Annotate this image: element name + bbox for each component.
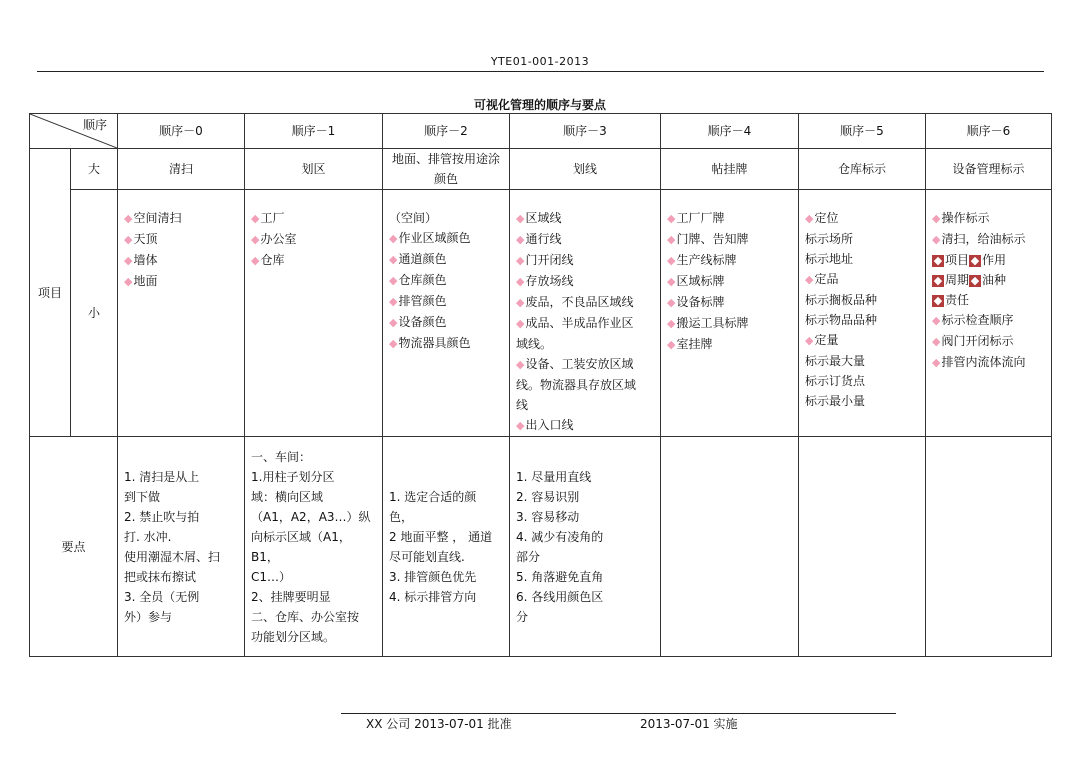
list-item-text: 作用: [982, 253, 1007, 267]
list-item: [389, 270, 509, 291]
list-item: [805, 391, 925, 411]
column-header: 顺序－1: [245, 114, 383, 149]
list-item-text: 天顶: [133, 232, 158, 246]
points-cell: [799, 437, 926, 657]
row-label-big: 大: [71, 149, 118, 190]
list-item-text: 出入口线: [525, 418, 574, 432]
big-category-cell: 仓库标示: [799, 149, 926, 190]
red-diamond-icon: ◆: [933, 294, 943, 307]
list-item-text: 区域线: [525, 211, 562, 225]
pink-diamond-icon: ◆: [932, 233, 941, 246]
list-item: [932, 229, 1051, 250]
list-item: [389, 249, 509, 270]
pink-diamond-icon: ◆: [932, 314, 941, 327]
list-item-text: 标示地址: [805, 252, 854, 266]
pink-diamond-icon: ◆: [516, 275, 525, 288]
list-item-text: 标示检查顺序: [941, 313, 1014, 327]
list-item: [389, 333, 509, 354]
row-label-project: 项目: [30, 149, 71, 437]
red-diamond-icon: ◆: [970, 254, 980, 267]
list-item: [389, 208, 509, 228]
pink-diamond-icon: ◆: [389, 337, 398, 350]
list-item: [516, 250, 660, 271]
pink-diamond-icon: ◆: [667, 275, 676, 288]
list-item: [389, 291, 509, 312]
small-list-cell: [926, 190, 1052, 437]
big-category-cell: 设备管理标示: [926, 149, 1052, 190]
list-item-text: 线: [516, 398, 529, 412]
list-item-text: 清扫，给油标示: [941, 232, 1026, 246]
point-line: 1. 清扫是从上: [124, 469, 200, 484]
red-diamond-icon: ◆: [933, 254, 943, 267]
pink-diamond-icon: ◆: [516, 317, 525, 330]
list-item: [805, 330, 925, 351]
small-list-cell: [510, 190, 661, 437]
column-header: 顺序－2: [383, 114, 510, 149]
list-item: [516, 313, 660, 334]
small-category-row: [30, 190, 1052, 437]
list-item: [805, 371, 925, 391]
pink-diamond-icon: ◆: [516, 296, 525, 309]
point-line: （A1，A2，A3…）纵: [251, 509, 371, 524]
list-item: [516, 415, 660, 436]
list-item: [124, 250, 244, 271]
list-item-text: 域线。: [516, 337, 553, 351]
approval-text: XX 公司 2013-07-01 批准: [366, 717, 512, 731]
row-label-small: 小: [71, 190, 118, 437]
pink-diamond-icon: ◆: [124, 212, 133, 225]
pink-diamond-icon: ◆: [251, 212, 260, 225]
list-item-text: 仓库: [260, 253, 285, 267]
pink-diamond-icon: ◆: [667, 212, 676, 225]
list-item-text: 排管颜色: [398, 294, 447, 308]
points-cell: [118, 437, 245, 657]
list-item: [251, 229, 382, 250]
list-item: [516, 229, 660, 250]
list-item-text: 墙体: [133, 253, 158, 267]
column-header: 顺序－0: [118, 114, 245, 149]
list-item-text: 责任: [945, 293, 970, 307]
pink-diamond-icon: ◆: [389, 295, 398, 308]
pink-diamond-icon: ◆: [124, 254, 133, 267]
point-line: 2、挂牌要明显: [251, 589, 331, 604]
pink-diamond-icon: ◆: [805, 273, 814, 286]
list-item: [516, 208, 660, 229]
pink-diamond-icon: ◆: [932, 335, 941, 348]
pink-diamond-icon: ◆: [667, 233, 676, 246]
header-row: [30, 114, 1052, 149]
list-item: [667, 334, 798, 355]
small-list-cell: [118, 190, 245, 437]
list-item: [124, 208, 244, 229]
pink-diamond-icon: ◆: [516, 254, 525, 267]
list-item: [932, 270, 1051, 290]
point-line: 域：横向区域: [251, 489, 324, 504]
list-item: [932, 352, 1051, 373]
list-item: [932, 331, 1051, 352]
point-line: 打. 水冲.: [124, 529, 172, 544]
red-diamond-icon: ◆: [933, 274, 943, 287]
pink-diamond-icon: ◆: [516, 419, 525, 432]
point-line: 4. 标示排管方向: [389, 589, 477, 604]
list-item-text: 仓库颜色: [398, 273, 447, 287]
points-row: [30, 437, 1052, 657]
big-category-cell: 帖挂牌: [661, 149, 799, 190]
list-item: [805, 269, 925, 290]
list-item-text: 成品、半成品作业区: [525, 316, 634, 330]
list-item: [516, 334, 660, 354]
pink-diamond-icon: ◆: [667, 254, 676, 267]
column-header: 顺序－4: [661, 114, 799, 149]
point-line: 5. 角落避免直角: [516, 569, 604, 584]
point-line: 1. 选定合适的颜: [389, 489, 477, 504]
list-item-text: 阀门开闭标示: [941, 334, 1014, 348]
point-line: 把或抹布擦试: [124, 569, 197, 584]
list-item: [251, 208, 382, 229]
pink-diamond-icon: ◆: [667, 338, 676, 351]
points-cell: [661, 437, 799, 657]
list-item-text: 标示最小量: [805, 394, 866, 408]
pink-diamond-icon: ◆: [667, 317, 676, 330]
pink-diamond-icon: ◆: [251, 233, 260, 246]
page-title: 可视化管理的顺序与要点: [473, 98, 606, 112]
red-diamond-icon: ◆: [970, 274, 980, 287]
list-item: [516, 292, 660, 313]
list-item-text: 标示搁板品种: [805, 293, 878, 307]
list-item: [667, 208, 798, 229]
document-code: YTE01-001-2013: [490, 55, 590, 68]
point-line: 3. 排管颜色优先: [389, 569, 477, 584]
list-item: [667, 250, 798, 271]
list-item-text: 标示场所: [805, 232, 854, 246]
list-item-text: 设备颜色: [398, 315, 447, 329]
point-line: C1…）: [251, 569, 292, 584]
point-line: 部分: [516, 549, 541, 564]
list-item: [932, 208, 1051, 229]
list-item: [667, 229, 798, 250]
big-category-cell: 地面、排管按用途涂颜色: [383, 149, 510, 190]
pink-diamond-icon: ◆: [516, 358, 525, 371]
list-item-text: 作业区域颜色: [398, 231, 471, 245]
point-line: 分: [516, 609, 529, 624]
list-item: [389, 312, 509, 333]
pink-diamond-icon: ◆: [805, 334, 814, 347]
big-category-cell: 划区: [245, 149, 383, 190]
small-list-cell: [245, 190, 383, 437]
list-item-text: 操作标示: [941, 211, 990, 225]
pink-diamond-icon: ◆: [389, 274, 398, 287]
list-item-text: 生产线标牌: [676, 253, 737, 267]
list-item-text: 周期: [945, 273, 970, 287]
list-item-text: 通道颜色: [398, 252, 447, 266]
list-item-text: 排管内流体流向: [941, 355, 1026, 369]
corner-cell: [30, 114, 118, 149]
point-line: 使用潮湿木屑、扫: [124, 549, 221, 564]
list-item-text: 设备、工装安放区域: [525, 357, 634, 371]
list-item-text: 标示最大量: [805, 354, 866, 368]
list-item-text: 定量: [814, 333, 839, 347]
list-item-text: 工厂: [260, 211, 285, 225]
list-item: [932, 310, 1051, 331]
small-list-cell: [799, 190, 926, 437]
pink-diamond-icon: ◆: [251, 254, 260, 267]
point-line: 到下做: [124, 489, 161, 504]
list-item-text: 油种: [982, 273, 1007, 287]
list-item-text: 项目: [945, 253, 970, 267]
list-item-text: 定品: [814, 272, 839, 286]
list-item-text: 设备标牌: [676, 295, 725, 309]
visual-management-table: [29, 113, 1052, 657]
column-header: 顺序－5: [799, 114, 926, 149]
list-item: [805, 351, 925, 371]
list-item-text: 门开闭线: [525, 253, 574, 267]
column-header: 顺序－3: [510, 114, 661, 149]
pink-diamond-icon: ◆: [516, 212, 525, 225]
points-cell: [926, 437, 1052, 657]
list-item: [516, 271, 660, 292]
implementation-text: 2013-07-01 实施: [640, 717, 738, 731]
list-item: [932, 290, 1051, 310]
point-line: 二、仓库、办公室按: [251, 609, 360, 624]
point-line: 1. 尽量用直线: [516, 469, 592, 484]
pink-diamond-icon: ◆: [389, 253, 398, 266]
points-cell: [383, 437, 510, 657]
point-line: 色，: [389, 509, 414, 524]
point-line: 1.用柱子划分区: [251, 469, 335, 484]
list-item: [516, 375, 660, 395]
point-line: 4. 减少有凌角的: [516, 529, 604, 544]
pink-diamond-icon: ◆: [667, 296, 676, 309]
list-item: [124, 229, 244, 250]
list-item: [251, 250, 382, 271]
list-item: [667, 271, 798, 292]
list-item-text: 地面: [133, 274, 158, 288]
point-line: 外）参与: [124, 609, 173, 624]
list-item-text: 标示物品品种: [805, 313, 878, 327]
point-line: 2. 禁止吹与拍: [124, 509, 200, 524]
list-item-text: 区域标牌: [676, 274, 725, 288]
footer-rule: [341, 713, 896, 714]
point-line: 2 地面平整 ， 通道: [389, 529, 493, 544]
list-item: [124, 271, 244, 292]
point-line: 一、车间：: [251, 449, 312, 464]
big-category-row: [30, 149, 1052, 190]
pink-diamond-icon: ◆: [932, 356, 941, 369]
column-header: 顺序－6: [926, 114, 1052, 149]
point-line: 3. 全员（无例: [124, 589, 200, 604]
list-item-text: 工厂厂牌: [676, 211, 725, 225]
list-item-text: 门牌、告知牌: [676, 232, 749, 246]
point-line: 6. 各线用颜色区: [516, 589, 604, 604]
list-item-text: 室挂牌: [676, 337, 713, 351]
list-item-text: 办公室: [260, 232, 297, 246]
list-item: [667, 313, 798, 334]
small-list-cell: [383, 190, 510, 437]
pink-diamond-icon: ◆: [805, 212, 814, 225]
list-item-text: （空间）: [389, 211, 438, 225]
list-item-text: 定位: [814, 211, 839, 225]
list-item: [516, 395, 660, 415]
pink-diamond-icon: ◆: [516, 233, 525, 246]
point-line: 功能划分区域。: [251, 629, 336, 644]
list-item-text: 物流器具颜色: [398, 336, 471, 350]
pink-diamond-icon: ◆: [932, 212, 941, 225]
list-item: [516, 354, 660, 375]
list-item-text: 废品，不良品区域线: [525, 295, 634, 309]
list-item: [932, 250, 1051, 270]
list-item-text: 存放场线: [525, 274, 574, 288]
big-category-cell: 清扫: [118, 149, 245, 190]
list-item: [805, 208, 925, 229]
point-line: 向标示区域（A1，B1，: [251, 529, 351, 564]
point-line: 3. 容易移动: [516, 509, 580, 524]
small-list-cell: [661, 190, 799, 437]
point-line: 2. 容易识别: [516, 489, 580, 504]
list-item-text: 标示订货点: [805, 374, 866, 388]
points-cell: [510, 437, 661, 657]
pink-diamond-icon: ◆: [124, 233, 133, 246]
pink-diamond-icon: ◆: [124, 275, 133, 288]
corner-label: 顺序: [82, 118, 107, 132]
list-item: [805, 290, 925, 310]
list-item-text: 线。物流器具存放区域: [516, 378, 637, 392]
pink-diamond-icon: ◆: [389, 232, 398, 245]
row-label-points: 要点: [30, 437, 118, 657]
points-cell: [245, 437, 383, 657]
list-item-text: 空间清扫: [133, 211, 182, 225]
list-item-text: 搬运工具标牌: [676, 316, 749, 330]
point-line: 尽可能划直线.: [389, 549, 465, 564]
big-category-cell: 划线: [510, 149, 661, 190]
list-item: [805, 310, 925, 330]
list-item-text: 通行线: [525, 232, 562, 246]
list-item: [389, 228, 509, 249]
header-rule: [37, 71, 1044, 72]
list-item: [805, 229, 925, 249]
pink-diamond-icon: ◆: [389, 316, 398, 329]
list-item: [667, 292, 798, 313]
list-item: [805, 249, 925, 269]
